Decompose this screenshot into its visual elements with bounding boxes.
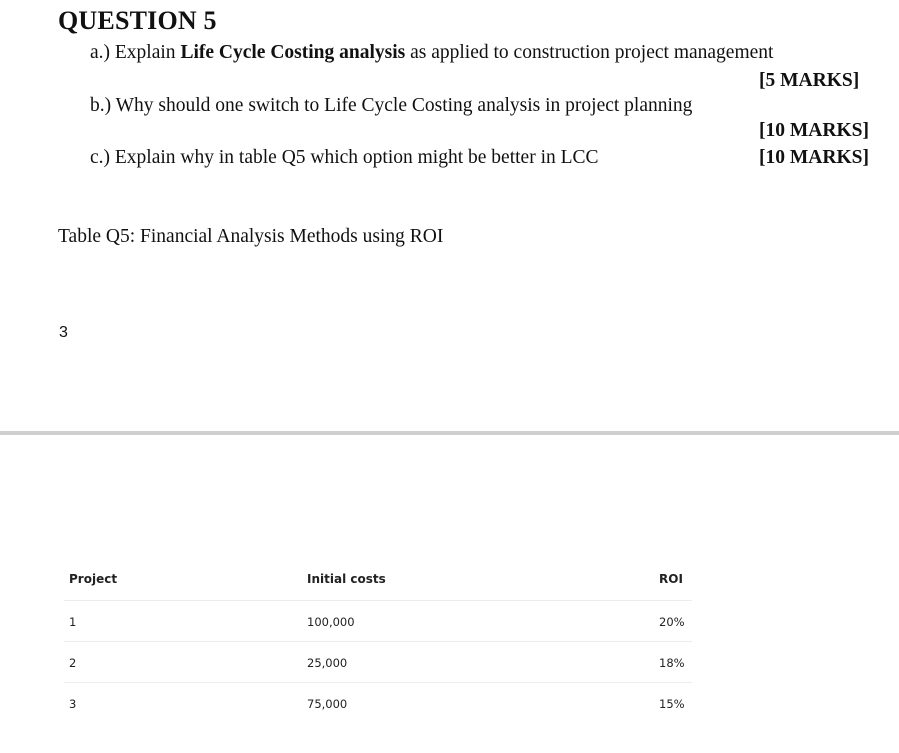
question-a-bold-term: Life Cycle Costing analysis <box>180 42 406 63</box>
cell-project: 3 <box>69 697 77 711</box>
cell-initial-costs: 75,000 <box>307 697 348 711</box>
cell-roi: 20% <box>659 615 685 629</box>
question-a-marks: [5 MARKS] <box>759 70 860 91</box>
question-a <box>90 42 773 64</box>
cell-project: 1 <box>69 615 77 629</box>
header-project: Project <box>69 572 118 586</box>
cell-roi: 15% <box>659 697 685 711</box>
question-b-marks: [10 MARKS] <box>759 120 869 141</box>
cell-project: 2 <box>69 656 77 670</box>
cell-roi: 18% <box>659 656 685 670</box>
row-divider <box>64 641 692 642</box>
question-c: c.) Explain why in table Q5 which option might be better in LCC <box>90 147 599 168</box>
page-number: 3 <box>59 324 68 341</box>
table-caption: Table Q5: Financial Analysis Methods using ROI <box>58 226 444 247</box>
header-roi: ROI <box>659 572 683 586</box>
page-divider <box>0 431 899 435</box>
row-divider <box>64 600 692 601</box>
question-b: b.) Why should one switch to Life Cycle Costing analysis in project planning <box>90 95 693 116</box>
question-a-suffix: as applied to construction project management <box>405 42 774 63</box>
cell-initial-costs: 100,000 <box>307 615 355 629</box>
row-divider <box>64 682 692 683</box>
question-title: QUESTION 5 <box>58 6 217 35</box>
cell-initial-costs: 25,000 <box>307 656 348 670</box>
question-c-marks: [10 MARKS] <box>759 147 869 168</box>
header-initial-costs: Initial costs <box>307 572 386 586</box>
question-a-prefix: a.) Explain <box>90 42 181 63</box>
